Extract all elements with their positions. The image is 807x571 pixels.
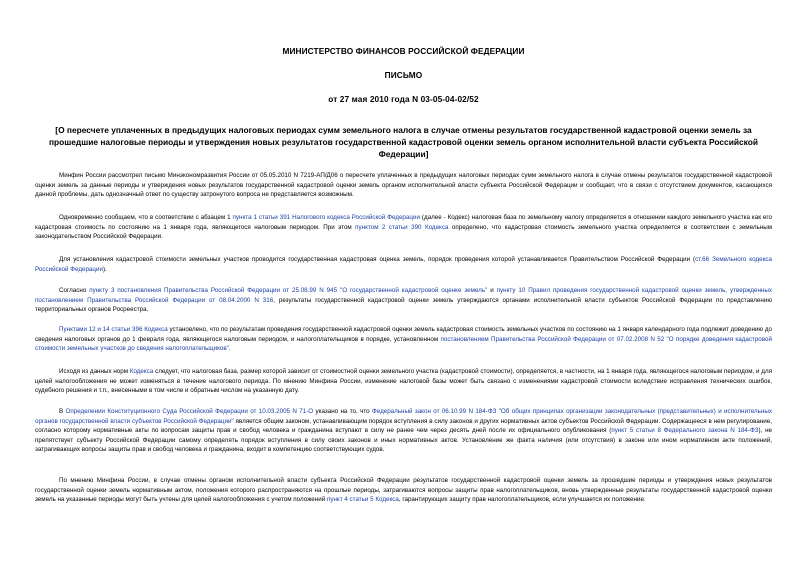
paragraph-4-text: и [487, 287, 497, 294]
paragraph-4-text: Согласно [59, 287, 90, 294]
link-kodeks[interactable]: Кодекса [129, 368, 154, 375]
paragraph-7-text: является общим законом, устанавливающим порядок вступления в силу законов и других нормативных актов субъектов Российской Федерации. Содержащееся в нем регулирование, согласно которому нормативные акты по вопросам защиты прав и свобод человека и гражданина вступают в силу не ранее чем через десять дней после их официального опубликования ( [35, 417, 772, 435]
paragraph-1: Минфин России рассмотрел письмо Минэкономразвития России от 05.05.2010 N 7219-АП/Д06 о пересчете уплаченных в предыдущих налоговых периодах сумм земельного налога в случае отмены результатов государственной кадастровой оценки земель за данные периоды и утверждения новых результатов государственной кадастровой оценки земель органом исполнительной власти субъекта Российской Федерации и сообщает, что в связи с отсутствием документов, касающихся данной проблемы, дать однозначный ответ по существу затронутого вопроса не представляется возможным. [35, 172, 772, 199]
link-nk-art396[interactable]: Пунктами 12 и 14 статьи 396 Кодекса [59, 326, 168, 333]
paragraph-6-text: Исходя из данных норм [59, 368, 130, 375]
paragraph-6-text: следует, что налоговая база, размер которой зависит от стоимостной оценки земельного участка (кадастровой стоимости), определяется, в частности, на 1 января года, являющегося налоговым периодом, и для целей налогообложения не может изменяться в течение налогового периода. По мнению Минфина России, изменение налоговой базы может быть связано с изменениями кадастровой стоимости вследствие исправления технических ошибок, судебного решения и т.п., внесенными в том числе и обратным числом на указанную дату. [35, 368, 772, 395]
paragraph-6 [35, 367, 772, 396]
paragraph-7 [35, 407, 772, 455]
paragraph-8-text: , гарантирующих защиту прав налогоплательщиков, если улучшается их положение. [398, 496, 646, 504]
link-postanovlenie-52[interactable]: постановлением Правительства Российской Федерации от 07.02.2008 N 52 "О порядке доведения кадастровой стоимости земельных участков до сведения налогоплательщиков" [35, 335, 772, 353]
paragraph-7-text: указано на то, что [313, 408, 372, 415]
link-ks-opredelenie-71o[interactable]: Определении Конституционного Суда Российской Федерации от 10.03.2005 N 71-О [65, 408, 314, 415]
paragraph-8 [35, 476, 772, 505]
link-zk-art66[interactable]: ст.66 Земельного кодекса Российской Федерации [35, 256, 772, 273]
ministry-heading: МИНИСТЕРСТВО ФИНАНСОВ РОССИЙСКОЙ ФЕДЕРАЦИИ [282, 46, 525, 56]
paragraph-4-text: , результаты государственной кадастровой оценки земель утверждаются органами исполнительной власти субъектов Российской Федерации по представлению территориальных органов Росреестра. [35, 296, 773, 314]
document-type-heading: ПИСЬМО [384, 70, 423, 80]
paragraph-5 [35, 325, 772, 354]
link-postanovlenie-945[interactable]: пункту 3 постановления Правительства Российской Федерации от 25.08.99 N 945 "О государственной кадастровой оценке земель" [89, 287, 488, 294]
paragraph-2-text: (далее - Кодекс) налоговая база по земельному налогу определяется в отношении каждого земельного участка как его кадастровая стоимость по состоянию на 1 января года, являющегося налоговым периодом. При этом [35, 214, 772, 231]
paragraph-3-text: ). [102, 265, 107, 273]
document-title: [О пересчете уплаченных в предыдущих налоговых периодах сумм земельного налога в случае отмены результатов государственной кадастровой оценки земель за прошедшие налоговые периоды и утверждения новых результатов государственной кадастровой оценки земель органом исполнительной власти субъекта Российской Федерации] [48, 125, 759, 159]
paragraph-3-text: Для установления кадастровой стоимости земельных участков проводится государственная кадастровая оценка земель, порядок проведения которой устанавливается Правительством Российской Федерации ( [59, 256, 696, 263]
paragraph-8-text: По мнению Минфина России, в случае отмены органом исполнительной власти субъекта Российской Федерации результатов государственной кадастровой оценки земель за прошедшие периоды и утверждения новых результатов государственной оценки земель нормативным актом, положения которого распространяются на прошлые периоды, затрагиваются вопросы защиты прав налогоплательщиков, вновь утвержденные результаты государственной кадастровой оценки земель на указанные периоды могут быть учтены для целей налогообложения с учетом положений [35, 477, 772, 504]
paragraph-3 [35, 255, 772, 274]
paragraph-7-text: В [59, 408, 66, 415]
paragraph-4 [35, 286, 772, 315]
link-pravila-316[interactable]: пункту 10 Правил проведения государственной кадастровой оценки земель, утвержденных постановлением Правительства Российской Федерации от 08.04.2000 N 316 [35, 287, 773, 304]
paragraph-7-text: ), не препятствует субъекту Российской Федерации самому определять порядок вступления в силу своих законов и иных нормативных актов. Установление же факта наличия (или отсутствия) в законе или ином нормативном акте положений, затрагивающих вопросы защиты прав и свобод человека и гражданина, входит в компетенцию соответствующих судов. [35, 427, 772, 454]
link-fz-184-art8[interactable]: пункт 5 статьи 8 Федерального закона N 184-ФЗ [611, 427, 759, 435]
paragraph-2 [35, 213, 772, 242]
paragraph-2-text: определено, что кадастровая стоимость земельного участка определяется в соответствии с земельным законодательством Российской Федерации. [35, 223, 773, 241]
link-nk-art391[interactable]: пункта 1 статьи 391 Налогового кодекса Российской Федерации [232, 214, 420, 221]
link-nk-art5[interactable]: пункт 4 статьи 5 Кодекса [326, 496, 399, 504]
link-fz-184[interactable]: Федеральный закон от 06.10.99 N 184-ФЗ "Об общих принципах организации законодательных (представительных) и исполнительных органов государственной власти субъектов Российской Федерации" [35, 408, 772, 425]
date-number-heading: от 27 мая 2010 года N 03-05-04-02/52 [328, 94, 479, 104]
paragraph-2-text: Одновременно сообщаем, что в соответствии с абзацем 1 [59, 214, 233, 221]
paragraph-5-text: . [228, 345, 231, 353]
link-nk-art390[interactable]: пунктом 2 статьи 390 Кодекса [355, 223, 449, 231]
paragraph-5-text: установлено, что по результатам проведения государственной кадастровой оценки земель кадастровая стоимость земельных участков по состоянию на 1 января календарного года подлежит доведению до сведения налоговых органов до 1 февраля года, являющегося налоговым периодом, и налогоплательщиков в порядке, установленном [35, 326, 773, 343]
